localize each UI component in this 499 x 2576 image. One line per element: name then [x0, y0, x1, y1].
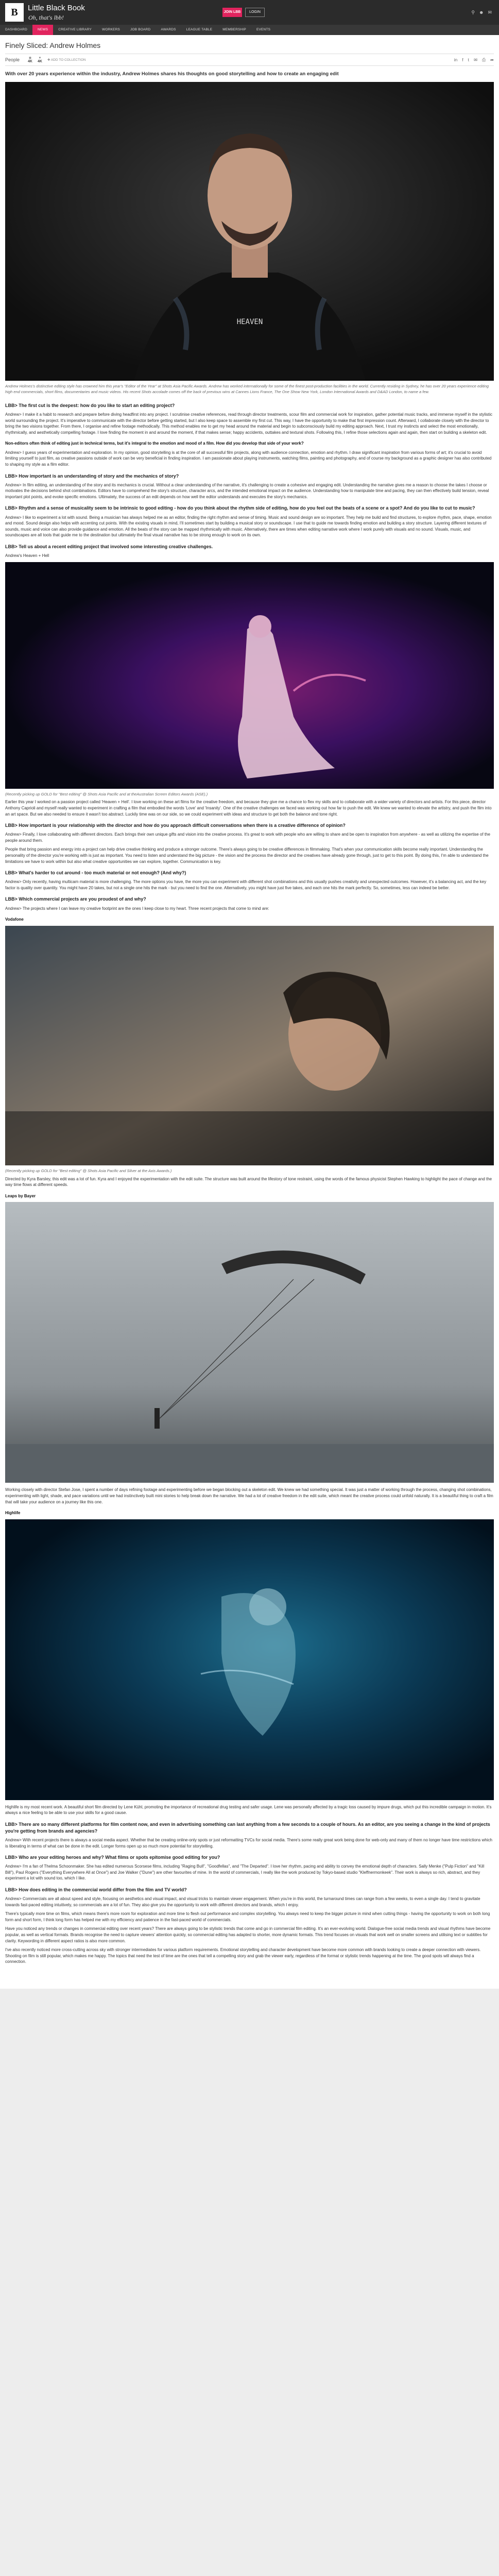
vodafone-still	[5, 926, 494, 1165]
nav-awards[interactable]: AWARDS	[161, 28, 176, 31]
video-heaven-hell[interactable]	[5, 562, 494, 789]
question-6: LBB> What's harder to cut around - too much material or not enough? (And why?)	[5, 870, 186, 876]
nav-creative-library[interactable]: CREATIVE LIBRARY	[58, 28, 92, 31]
heaven-hell-still	[5, 562, 494, 789]
add-to-collection-label: ADD TO COLLECTION	[50, 58, 86, 62]
linkedin-icon[interactable]: in	[454, 57, 458, 63]
share-icon[interactable]: ➦	[490, 57, 494, 63]
video-vodafone[interactable]	[5, 926, 494, 1165]
print-icon[interactable]: ⎙	[482, 57, 486, 63]
question-5: LBB> How important is your relationship with the director and how do you approach difficult conversations when there is a creative difference of opinion?	[5, 823, 346, 828]
project-label-highlife: Highlife	[5, 1511, 21, 1516]
video-highlife[interactable]	[5, 1519, 494, 1800]
question-1: LBB> The first cut is the deepest: how do you like to start an editing project?	[5, 402, 175, 408]
likes-count: 4K	[37, 60, 42, 64]
project-label-heaven-hell: Andrew's Heaven + Hell	[5, 553, 49, 558]
video-bayer[interactable]	[5, 1202, 494, 1483]
category-label[interactable]: People	[5, 57, 20, 62]
share-icons	[454, 57, 494, 63]
facebook-icon[interactable]: f	[462, 57, 463, 63]
nav-job-board[interactable]: JOB BOARD	[130, 28, 151, 31]
question-9: LBB> Who are your editing heroes and why? What films or spots epitomise good editing for you?	[5, 1855, 220, 1860]
login-button[interactable]: LOGIN	[245, 8, 265, 17]
likes-stat: ♥ 4K	[37, 56, 42, 64]
site-logo[interactable]	[5, 3, 24, 22]
answer-10c: Have you noticed any trends or changes in commercial editing over recent years? There are always going to be stylistic trends that come and go in commercial film editing. It's an ever-evolving world. Dialogue-free social media trends and visual rhythms have become popular, as well as vertical formats. Brands recognise the need to capture viewers' attention quickly, so commercial editing has adapted to shorter, more dynamic formats. This trend focuses on visuals that work well on smaller screens and utilising text or subtitles for clarity. Keywording in different aspect ratios is also more common.	[5, 1926, 491, 1943]
answer-5a: Andrew> Finally, I love collaborating with different directors. Each brings their own unique gifts and vision into the creative process. It's great to work with people who are willing to share and be open to inspiration from anywhere - as well as utilizing the expertise of the people around them.	[5, 832, 490, 843]
nav-events[interactable]: EVENTS	[256, 28, 271, 31]
nav-workers[interactable]: WORKERS	[102, 28, 121, 31]
question-7: LBB> Which commercial projects are you proudest of and why?	[5, 896, 146, 902]
highlife-body: Highlife is my most recent work. A beautiful short film directed by Lene Kühl, promoting the importance of recreational drug testing and safer usage. Lene was personally affected by a tragic loss caused by impure drugs, which put this incredible campaign in motion. It's always a nice feeling to be able to use your skills for a good cause.	[5, 1804, 492, 1816]
article-meta-bar	[5, 54, 494, 66]
search-icon[interactable]: ⚲	[471, 10, 475, 15]
vodafone-body: Directed by Kyra Barsley, this edit was a lot of fun. Kyra and I enjoyed the experimentation with the edit suite. The structure was built around the lifestory of tone restraint, using the words of the famous physicist Stephen Hawking to highlight the pace of change and the way time flows at different speeds.	[5, 1176, 492, 1188]
vodafone-caption: (Recently picking up GOLD for "Best editing" @ Shots Asia Pacific and Silver at the Axis Awards.)	[5, 1168, 172, 1173]
article-page	[0, 35, 499, 1989]
bayer-still	[5, 1202, 494, 1483]
main-nav	[0, 25, 499, 35]
views-count: 4K	[28, 60, 32, 64]
highlife-still	[5, 1519, 494, 1800]
email-icon[interactable]: ✉	[473, 57, 478, 63]
hero-portrait	[5, 82, 494, 381]
article-intro: With over 20 years experience within the industry, Andrew Holmes shares his thoughts on good storytelling and how to create an engaging edit	[5, 71, 339, 77]
nav-league-table[interactable]: LEAGUE TABLE	[186, 28, 213, 31]
bayer-body: Working closely with director Stefan Jose, I spent a number of days refining footage and experimenting before we began blocking out a skeleton edit. We knew we had something special. It was just a matter of working through the process, changing shot combinations, experimenting with light, shade, and pace variations until we had instinctively built mini stories to help break down the narrative. We had a lot of creative freedom in the edit suite, which meant the creative process could unfold naturally. It is a beautiful thing to craft a film that will take your audience on a journey like this one.	[5, 1487, 493, 1504]
nav-news[interactable]: NEWS	[32, 25, 53, 35]
twitter-icon[interactable]: t	[468, 57, 469, 63]
project-label-bayer: Leaps by Bayer	[5, 1193, 36, 1198]
question-2: LBB> How important is an understanding of story and the mechanics of story?	[5, 473, 179, 479]
heaven-hell-caption: (Recently picking up GOLD for "Best editing" @ Shots Asia Pacific and at theAustralian Screen Editors Awards (ASE).)	[5, 791, 208, 796]
question-8: LBB> There are so many different platforms for film content now, and even in advertising something can last anything from a few seconds to a couple of hours. As an editor, are you seeing a change in the kind of projects you're getting from brands and agencies?	[5, 1821, 490, 1834]
project-label-vodafone: Vodafone	[5, 917, 24, 922]
answer-1: Andrew> I make it a habit to research and prepare before diving headfirst into any project. I scrutinise creative references, read through director treatments, scour film and commercial work for inspiration, gather potential music tracks, and immerse myself in the stylistic world surrounding the project. It's imperative to communicate with the director before getting started, but I also keep space to assemble my first cut. This way, I have the opportunity to make that first impression count. Afterward, I collaborate closely with the director to bring the two visions together. From there, I organise and refine footage methodically. This method enables me to get my head around the material and begin to subconsciously build my editing approach. Next, I trust my instincts and select the most emotionally, rhythmically, and aesthetically compelling footage. I love finding the moment in and around the moment, if that makes sense; happy accidents, outtakes and textural shots. Following this, I refine those selections again and again, then start on building a skeleton edit.	[5, 412, 492, 435]
question-3: LBB> Rhythm and a sense of musicality seem to be intrinsic to good editing - how do you think about the rhythm side of editing, how do you feel out the beats of a scene or a spot? And do you like to cut to music?	[5, 505, 475, 511]
answer-5b: People that bring passion and energy into a project can help drive creative thinking and produce a stronger outcome. There's always going to be creative differences in filmmaking. That's when your communication skills become really important. Understanding the personality of the director you're working with is just as important. You need to listen and understand the big picture - the vision and the process the director and the creatives have already gone through, just to get to this point. By doing this, I'm able to understand the limitations we have to work within but also what creative opportunities we can explore, together. Communication is key.	[5, 847, 489, 864]
user-icon[interactable]: ☻	[478, 10, 484, 15]
answer-7: Andrew> The projects where I can leave my creative footprint are the ones I keep close to my heart. Three recent projects that come to mind are:	[5, 906, 269, 911]
question-1b: Non-editors often think of editing just in technical terms, but it's integral to the emotion and mood of a film. How did you develop that side of your work?	[5, 441, 304, 446]
add-to-collection[interactable]: ✚ ADD TO COLLECTION	[47, 58, 86, 62]
question-10: LBB> How does editing in the commercial world differ from the film and TV world?	[5, 1887, 187, 1893]
answer-2: Andrew> In film editing, an understanding of the story and its mechanics is crucial. Without a clear understanding of the narrative, it's challenging to create a cohesive and engaging edit. Understanding the narrative gives me a reason to choose the takes I choose or motivates the decisions behind shot combinations. Editors have to comprehend the story's structure, character arcs, and the intended emotional impact on the audience. Understanding how to manipulate time and pacing, they can then effectively build tension, reveal important plot points, and evoke specific emotions. Ultimately, the success of an edit depends on how well the editor understands and executes the story's mechanics.	[5, 482, 489, 499]
answer-6: Andrew> Only recently, having multicam material is more challenging. The more options you have, the more you can experiment with different shot combinations and this usually pushes creativity and unexpected outcomes. However, it's a balancing act, and the key factor is quality over quantity. You might have 20 takes, but not a single one hits the mark - but you need to find the one. Alternatively, you might have just five takes, and each one hits the mark perfectly. So, sometimes, less can indeed be better.	[5, 879, 487, 890]
bell-icon[interactable]: ✉	[488, 10, 492, 15]
hero-image	[5, 82, 494, 381]
nav-dashboard[interactable]: DASHBOARD	[5, 28, 27, 31]
join-button[interactable]: JOIN LBB	[222, 8, 242, 17]
answer-10b: There's typically more time on films, which means there's more room for exploration and more time to flesh out performance and complex storytelling. You always need to keep the bigger picture in mind when cutting things - having the opportunity to work on both long form and short form, I think long form has helped me with my efficiency and patience in the fast-paced world of commercials.	[5, 1911, 490, 1922]
views-stat: ◉ 4K	[28, 56, 32, 64]
answer-9: Andrew> I'm a fan of Thelma Schoonmaker. She has edited numerous Scorsese films, including "Raging Bull", "Goodfellas", and "The Departed". I love her rhythm, pacing and ability to convey the emotional depth of characters. Sally Menke ("Pulp Fiction" and "Kill Bill"), Paul Rogers ("Everything Everywhere All at Once") and Joe Walker ("Dune") are other favourites of mine. In the world of commercials, I really like the work produced by Tokyo-based studio "Kleffnermonkeek". Their work is always so rich, abstract, and they experiment a lot with sound too, which I like.	[5, 1864, 485, 1881]
answer-10: Andrew> Commercials are all about speed and style, focusing on aesthetics and visual impact, and visual tricks to maintain viewer engagement. When you're in this world, the turnaround times can range from a few weeks, to even a single day. I tend to gravitate towards fast-paced editing intuitively, so commercials are a lot of fun. They also give you the opportunity to work with different directors and brands, which I enjoy.	[5, 1896, 480, 1907]
question-4: LBB> Tell us about a recent editing project that involved some interesting creative challenges.	[5, 544, 213, 549]
heaven-hell-body: Earlier this year I worked on a passion project called 'Heaven + Hell'. I love working on these art films for the creative freedom, and because they give me a chance to flex my skills and to collaborate with a wider variety of directors and artists. For this piece, director Anthony Caprioli and myself really wanted to experiment in crafting a film that embodied the words 'Love' and 'Insanity'. One of the creative challenges we faced was working out how far to push the edit. We knew we wanted to elevate the artistry, and push the film into an art space. But we also needed to ensure it wasn't too abstract. Luckily time was on our side, so we could experiment with ideas and structure to get both the balance and tone right.	[5, 800, 492, 817]
brand-tagline: Oh, that's lbb!	[28, 14, 64, 21]
answer-3: Andrew> I like to experiment a lot with sound. Being a musician has always helped me as an editor, finding the right rhythm and sense of timing. Music and sound design are so important. They help me build and find structures, to explore rhythm, pace, shape, emotion and mood. Sound design also helps with accenting cut points. With the existing visuals in mind, I'll sometimes start by building a musical story or soundscape. I use that to guide me towards finding emotion and building a story structure. Layering different textures of sounds, music and voice can also provide guidance and emotion. All the beats of the story can be mapped rhythmically with music. Alternatively, there are times when editing narrative work where I work purely with visuals and no sound. Visuals, music, and soundscapes are all tools that guide me to the destination but ultimately the final visual narrative has to be strong enough to work on its own.	[5, 515, 492, 538]
answer-8: Andrew> With recent projects there is always a social media aspect. Whether that be creating online-only spots or just reformatting TVCs for social media. There's some really great work being done for web-only and many of them no longer have time restrictions which is liberating in terms of what can be done in the edit. Longer forms open up so much more potential for storytelling.	[5, 1838, 492, 1849]
shirt-print: HEAVEN	[236, 318, 263, 327]
nav-membership[interactable]: MEMBERSHIP	[222, 28, 246, 31]
hero-caption: Andrew Holmes's distinctive editing style has crowned him this year's "Editor of the Year" at Shots Asia Pacific Awards. Andrew has worked internationally for some of the finest post-production facilities in the world. Currently residing in Sydney, he has over 20 years experience editing high end commercials, short films, documentaries and music videos. His recent Shots accolade comes off the back of previous wins at Cannes Lions France, The One Show New York, London International Awards and D&AD London, to name a few.	[5, 384, 489, 394]
brand-name[interactable]: Little Black Book	[28, 4, 85, 12]
answer-10d: I've also recently noticed more cross-cutting across sky with stronger intermediates for various platform requirements. Emotional storytelling and character development have become more common with brands looking to create a deeper connection with viewers. Shooting on film is still popular, which makes me happy. The topics that need the test of time are the ones that tell a compelling story and grab the viewer early, regardless of the format or stylistic trends happening at the time. The good spots will always find a connection.	[5, 1947, 481, 1964]
answer-1b: Andrew> I guess years of experimentation and exploration. In my opinion, good storytelling is at the core of all successful film projects, along with audience connection, emotion and rhythm. I draw significant inspiration from various forms of art; it's crucial to avoid limiting yourself to just film, as creative passions outside of work can be very beneficial in finding inspiration. I am passionate about playing instruments, watching films, painting and photography, and of course my background as a graphic designer has also contributed to shaping my style as a film editor.	[5, 450, 492, 467]
article-title: Finely Sliced: Andrew Holmes	[5, 41, 101, 49]
site-header	[0, 0, 499, 25]
logo-letter: B	[11, 6, 18, 18]
header-icons	[471, 9, 492, 16]
